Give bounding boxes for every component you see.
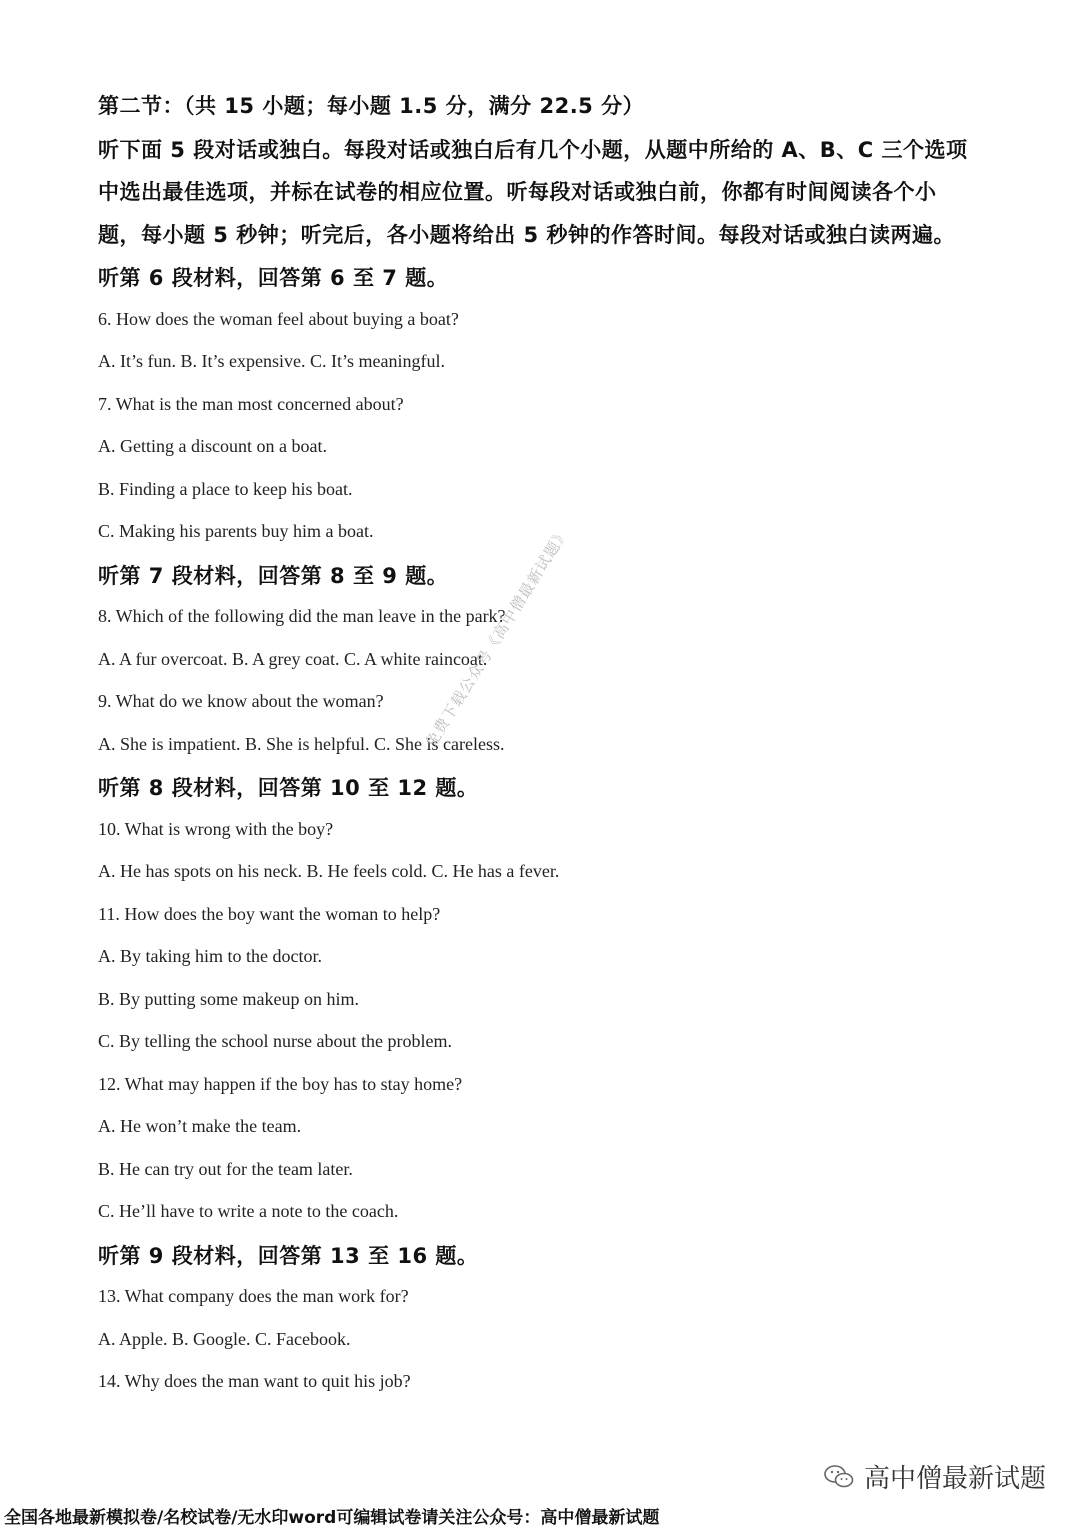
- question-line: 10. What is wrong with the boy?: [98, 818, 334, 839]
- footer-notice: 全国各地最新模拟卷/名校试卷/无水印word可编辑试卷请关注公众号：高中僧最新试题: [4, 1508, 660, 1528]
- question-line: A. Getting a discount on a boat.: [98, 436, 327, 456]
- wechat-icon: [824, 1464, 854, 1490]
- passage-heading: 听第 6 段材料，回答第 6 至 7 题。: [98, 266, 449, 290]
- instruction-line: 中选出最佳选项，并标在试卷的相应位置。听每段对话或独白前，你都有时间阅读各个小: [98, 180, 937, 204]
- instruction-line: 听下面 5 段对话或独白。每段对话或独白后有几个小题，从题中所给的 A、B、C 三个选项: [98, 138, 968, 162]
- question-line: 7. What is the man most concerned about?: [98, 393, 404, 414]
- question-line: C. He’ll have to write a note to the coach.: [98, 1201, 399, 1221]
- question-line: A. It’s fun. B. It’s expensive. C. It’s meaningful.: [98, 351, 445, 371]
- question-line: B. He can try out for the team later.: [98, 1158, 353, 1179]
- question-line: A. He has spots on his neck. B. He feels cold. C. He has a fever.: [98, 861, 560, 881]
- question-line: A. Apple. B. Google. C. Facebook.: [98, 1328, 351, 1349]
- question-line: 14. Why does the man want to quit his job?: [98, 1371, 411, 1391]
- brand-name: 高中僧最新试题: [863, 1464, 1046, 1494]
- question-line: 6. How does the woman feel about buying a boat?: [98, 308, 459, 329]
- question-line: A. He won’t make the team.: [98, 1116, 302, 1136]
- question-line: 12. What may happen if the boy has to stay home?: [98, 1073, 463, 1094]
- question-line: 11. How does the boy want the woman to help?: [98, 903, 441, 924]
- passage-heading: 听第 7 段材料，回答第 8 至 9 题。: [98, 563, 449, 588]
- section-title: 第二节：（共 15 小题；每小题 1.5 分，满分 22.5 分）: [98, 94, 645, 118]
- question-line: 8. Which of the following did the man leave in the park?: [98, 606, 506, 626]
- passage-heading: 听第 8 段材料，回答第 10 至 12 题。: [98, 776, 479, 800]
- passage-heading: 听第 9 段材料，回答第 13 至 16 题。: [98, 1243, 479, 1268]
- question-line: B. Finding a place to keep his boat.: [98, 478, 353, 499]
- instruction-line: 题，每小题 5 秒钟；听完后，各小题将给出 5 秒钟的作答时间。每段对话或独白读两遍。: [98, 223, 955, 247]
- question-line: 9. What do we know about the woman?: [98, 691, 384, 711]
- question-line: C. Making his parents buy him a boat.: [98, 521, 374, 541]
- question-line: A. A fur overcoat. B. A grey coat. C. A white raincoat.: [98, 648, 488, 669]
- question-line: 13. What company does the man work for?: [98, 1286, 409, 1306]
- watermark-text: 免费下载公众号《高中僧最新试题》: [421, 523, 573, 751]
- question-line: A. She is impatient. B. She is helpful. C. She is careless.: [98, 733, 505, 754]
- question-line: C. By telling the school nurse about the problem.: [98, 1031, 452, 1051]
- question-line: A. By taking him to the doctor.: [98, 946, 322, 966]
- brand-mark: [824, 1458, 1046, 1495]
- question-line: B. By putting some makeup on him.: [98, 988, 359, 1009]
